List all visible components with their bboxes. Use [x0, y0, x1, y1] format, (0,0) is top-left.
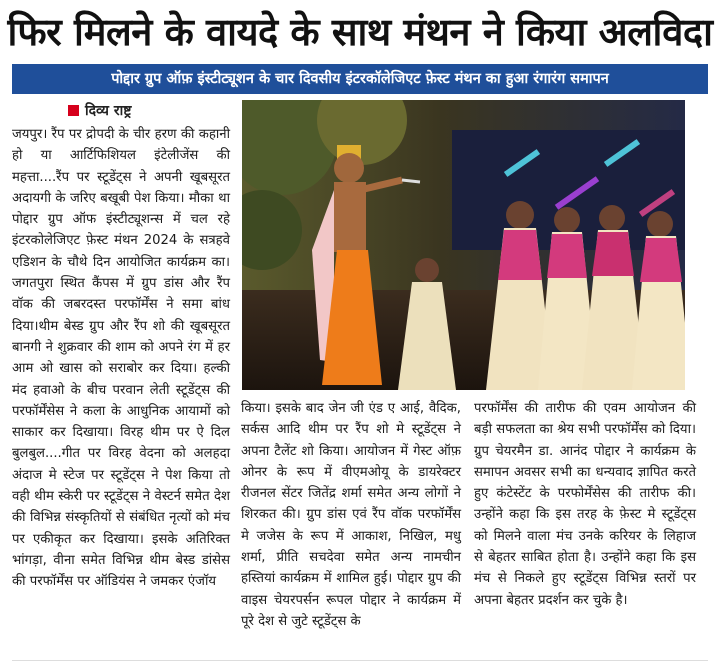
byline-square-icon: [68, 105, 79, 116]
performance-photo-illustration: [242, 100, 685, 390]
article-column-3: परफॉर्मेंस की तारीफ की एवम आयोजन की बड़ी सफलता का श्रेय सभी परफॉर्मेंस को दिया। ग्रुप चेयरमैन डा. आनंद पोद्दार ने कार्यक्रम के समापन अवसर सभी का धन्यवाद ज्ञापित करते हुए कंटेस्टेंट के परफोर्मेंसेस की तारीफ की। उन्होंने कहा कि इस तरह के फ़ेस्ट मे स्टूडेंट्स को मिलने वाला मंच उनके करियर के लिहाज से बेहतर साबित होता है। उन्होंने कहा कि इस मंच से निकले हुए स्टूडेंट्स विभिन्न स्तरों पर अपना बेहतर प्रदर्शन कर चुके है।: [474, 401, 696, 608]
news-photo: [242, 100, 685, 390]
byline: [68, 102, 131, 120]
headline: फिर मिलने के वायदे के साथ मंथन ने किया अलविदा: [7, 10, 713, 54]
bottom-rule: [12, 660, 708, 661]
subheadline-banner: पोद्दार ग्रुप ऑफ़ इंस्टीट्यूशन के चार दिवसीय इंटरकॉलेजिएट फ़ेस्ट मंथन का हुआ रंगारंग समापन: [12, 64, 708, 94]
article-column-2: किया। इसके बाद जेन जी एंड ए आई, वैदिक, सर्कस आदि थीम पर रैंप शो मे स्टूडेंट्स ने अपना टैलेंट शो किया। आयोजन में गेस्ट ऑफ़ ओनर के रूप में वीएमओयू के डायरेक्टर रीजनल सेंटर जितेंद्र शर्मा समेत अन्य लोगों ने शिरकत की। ग्रुप डांस एवं रैंप वॉक परफॉर्मेंस मे जजेस के रूप में आकाश, निखिल, मधु शर्मा, प्रीति सचदेवा समेत अन्य नामचीन हस्तियां कार्यक्रम में शामिल हुई। पोद्दार ग्रुप की वाइस चेयरपर्सन रूपल पोद्दार ने कार्यक्रम में पूरे देश से जुटे स्टूडेंट्स के: [241, 401, 461, 629]
byline-text: दिव्य राष्ट्र: [85, 103, 132, 119]
article-column-1: जयपुर। रैंप पर द्रोपदी के चीर हरण की कहानी हो या आर्टिफिशियल इंटेलीजेंस की महत्ता....रैंप पर स्टूडेंट्स ने अपनी खूबसूरत अदायगी के जरिए बखूबी पेश किया। मौका था पोद्दार ग्रुप ऑफ इंस्टीट्यूशन्स में चल रहे इंटरकोलेजिएट फ़ेस्ट मंथन 2024 के सत्रहवे एडिशन के चौथे दिन आयोजित कार्यक्रम का। जगतपुरा स्थित कैंपस में ग्रुप डांस और रैंप वॉक की जबरदस्त परफॉर्मेंस ने समा बांध दिया।थीम बेस्ड ग्रुप और रैंप शो की खूबसूरत बानगी ने शुक्रवार की शाम को अपने रंग में हर आम ओ खास को सराबोर कर दिया। हल्की मंद हवाओ के बीच परवान लेती स्टूडेंट्स की परफॉर्मेंसेस ने कला के आधुनिक आयामों को साकार कर दिखाया। विरह थीम पर ऐ दिल बुलबुल....गीत पर विरह वेदना को अलहदा अंदाज मे स्टेज पर स्टूडेंट्स ने पेश किया तो वही थीम स्केरी पर स्टूडेंट्स ने वेस्टर्न समेत देश की विभिन्न संस्कृतियों से संबंधित नृत्यों को मंच पर एकीकृत कर दिखाया। इसके अतिरिक्त भांगड़ा, वीना समेत विभिन्न थीम बेस्ड डांसेस की परफॉर्मेंस पर ऑडियंस ने जमकर एंजॉय: [12, 127, 230, 590]
